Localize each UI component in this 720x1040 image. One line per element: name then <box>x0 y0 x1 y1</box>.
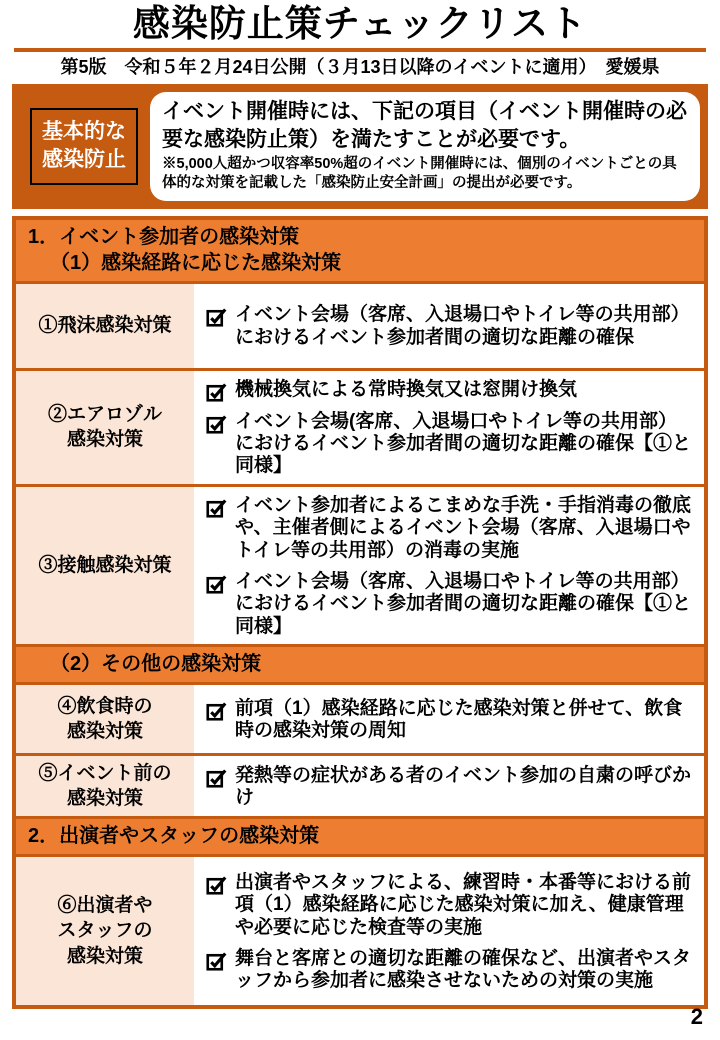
basic-prevention-label <box>30 108 138 185</box>
checklist-item <box>204 698 694 743</box>
category-label-line: ①飛沫感染対策 <box>38 314 172 336</box>
row-droplet-infection <box>16 281 704 368</box>
checklist-item-text: イベント会場(客席、入退場口やトイレ等の共用部）におけるイベント参加者間の適切な距離の確保【①と同様】 <box>235 410 692 477</box>
banner-main-text: イベント開催時には、下記の項目（イベント開催時の必要な感染防止策）を満たすことが必要です。 <box>162 100 687 151</box>
category-label-pre-event <box>16 756 194 816</box>
checklist-item <box>204 411 694 478</box>
checklist-item-text: 発熱等の症状がある者のイベント参加の自粛の呼びかけ <box>235 764 692 809</box>
section-header-line: 2．出演者やスタッフの感染対策 <box>28 825 320 848</box>
row-pre-event <box>16 753 704 816</box>
category-label-droplet <box>16 284 194 368</box>
page-title: 感染防止策チェックリスト <box>132 3 588 44</box>
checklist-item <box>204 872 694 939</box>
checked-checkbox-icon <box>206 700 227 721</box>
checklist-item-text: 前項（1）感染経路に応じた感染対策と併せて、飲食時の感染対策の周知 <box>235 697 683 742</box>
checklist-item <box>204 495 694 562</box>
measures-cell <box>194 756 704 816</box>
checklist-item-text: イベント会場（客席、入退場口やトイレ等の共用部）におけるイベント参加者間の適切な距離の確保【①と同様】 <box>235 571 692 637</box>
checked-checkbox-icon <box>206 381 227 402</box>
row-eating-drinking <box>16 682 704 753</box>
category-label-line: ②エアロゾル <box>47 403 162 425</box>
checklist-item <box>204 304 694 349</box>
checked-checkbox-icon <box>206 874 227 895</box>
checked-checkbox-icon <box>206 413 227 434</box>
measures-cell <box>194 284 704 368</box>
measures-cell <box>194 487 704 644</box>
checklist-table <box>12 216 708 1010</box>
basic-prevention-label-line1: 基本的な <box>42 120 126 144</box>
section-header-1 <box>16 220 704 281</box>
row-aerosol-infection <box>16 368 704 484</box>
measures-cell <box>194 371 704 484</box>
section-header-line: （2）その他の感染対策 <box>50 653 262 676</box>
checked-checkbox-icon <box>206 767 227 788</box>
category-label-line: ④飲食時の <box>57 695 153 717</box>
checklist-item-text: イベント会場（客席、入退場口やトイレ等の共用部）におけるイベント参加者間の適切な距離の確保 <box>235 304 690 348</box>
section-header-line: 1．イベント参加者の感染対策 <box>28 225 300 248</box>
section-header-other <box>16 644 704 682</box>
category-label-line: ⑤イベント前の <box>38 762 172 784</box>
checklist-item <box>204 765 694 810</box>
checked-checkbox-icon <box>206 497 227 518</box>
measures-cell <box>194 857 704 1005</box>
category-label-line: 感染対策 <box>66 721 143 743</box>
category-label-line: ⑥出演者や <box>57 894 153 916</box>
checklist-item-text: イベント参加者によるこまめな手洗・手指消毒の徹底や、主催者側によるイベント会場（客席、入退場口やトイレ等の共用部）の消毒の実施 <box>235 494 692 561</box>
category-label-line: ③接触感染対策 <box>38 554 172 576</box>
checked-checkbox-icon <box>206 306 227 327</box>
category-label-line: 感染対策 <box>66 788 143 810</box>
section-header-2 <box>16 816 704 854</box>
row-contact-infection <box>16 484 704 644</box>
checklist-item <box>204 948 694 993</box>
version-subtitle: 第5版 令和５年２月24日公開（３月13日以降のイベントに適用） 愛媛県 <box>60 56 660 77</box>
checklist-item <box>204 571 694 638</box>
category-label-contact <box>16 487 194 644</box>
page-number: 2 <box>690 1004 703 1029</box>
category-label-performers <box>16 857 194 1005</box>
row-performers-staff <box>16 854 704 1005</box>
checked-checkbox-icon <box>206 573 227 594</box>
banner-text-box <box>150 92 700 200</box>
basic-prevention-banner <box>12 84 708 208</box>
measures-cell <box>194 685 704 753</box>
basic-prevention-label-line2: 感染防止 <box>42 148 126 172</box>
category-label-line: 感染対策 <box>66 946 143 968</box>
checklist-item-text: 機械換気による常時換気又は窓開け換気 <box>235 378 578 400</box>
banner-note-text: ※5,000人超かつ収容率50%超のイベント開催時には、個別のイベントごとの具体的な対策を記載した「感染防止安全計画」の提出が必要です。 <box>162 155 677 191</box>
checklist-item-text: 出演者やスタッフによる、練習時・本番等における前項（1）感染経路に応じた感染対策に加え、健康管理や必要に応じた検査等の実施 <box>235 871 692 938</box>
checked-checkbox-icon <box>206 950 227 971</box>
category-label-eating <box>16 685 194 753</box>
section-header-subline: （1）感染経路に応じた感染対策 <box>50 251 342 274</box>
category-label-aerosol <box>16 371 194 484</box>
checklist-item-text: 舞台と客席との適切な距離の確保など、出演者やスタッフから参加者に感染させないための対策の実施 <box>235 947 692 992</box>
category-label-line: 感染対策 <box>66 429 143 451</box>
category-label-line: スタッフの <box>57 920 153 942</box>
checklist-item <box>204 379 694 402</box>
